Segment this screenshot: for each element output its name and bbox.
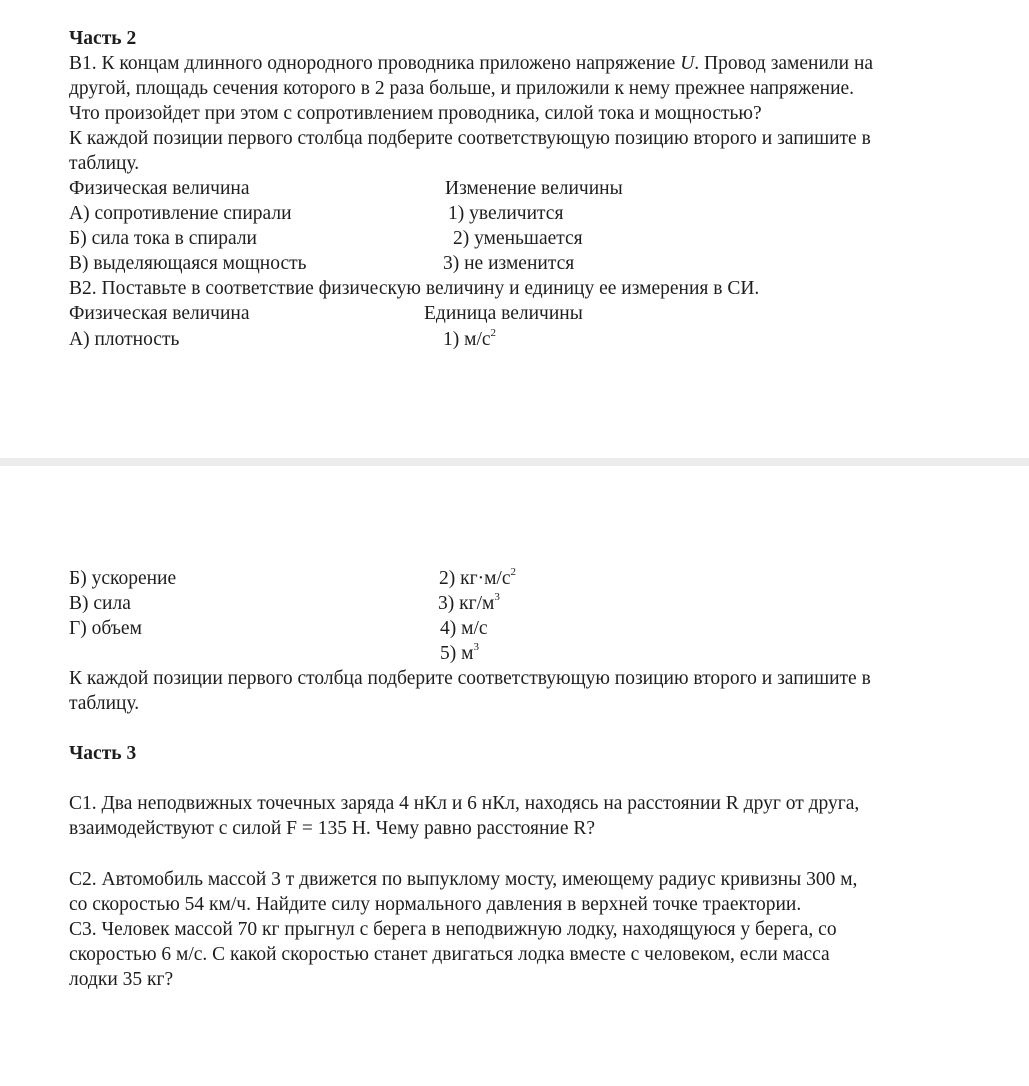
b2-right-item: 3) $кг/м^3$ [438,590,500,614]
b1-left-item: А) сопротивление спирали [69,203,292,224]
b1-question-line-2: другой, площадь сечения которого в 2 раза больше, и приложили к нему прежнее напряжение. [69,78,855,99]
b1-line1-start: В1. К концам длинного однородного проводника приложено напряжение [69,53,681,74]
b2-right-column-header: Единица величины [424,303,583,324]
b2-right-item: 1) $м/с^2$ [443,326,497,350]
c1-line-2: взаимодействуют с силой F = 135 Н. Чему равно расстояние R? [69,818,596,839]
c3-line-1: С3. Человек массой 70 кг прыгнул с берега в неподвижную лодку, находящуюся у берега, со [69,919,837,940]
c1-line-1: С1. Два неподвижных точечных заряда 4 нКл и 6 нКл, находясь на расстоянии R друг от друга, [69,793,860,814]
b1-instruction-line-1: К каждой позиции первого столбца подберите соответствующую позицию второго и запишите в [69,128,871,149]
b2-left-column-header: Физическая величина [69,303,250,324]
b2-left-item: Г) объем [69,618,142,639]
part3-heading: Часть 3 [69,743,137,764]
b1-line1-tail: . Провод заменили на [694,53,874,74]
part2-heading: Часть 2 [69,28,137,49]
b2-right-item: 2) $кг\cdot м/с^2$ [439,565,516,589]
b1-question-line-1 [69,51,873,76]
document-page-1 [0,0,1029,458]
page-break-separator [0,458,1029,466]
b2-left-item: Б) ускорение [69,568,177,589]
c2-line-1: С2. Автомобиль массой 3 т движется по выпуклому мосту, имеющему радиус кривизны 300 м, [69,869,858,890]
b1-left-column-header: Физическая величина [69,178,250,199]
b2-left-item: В) сила [69,593,131,614]
b1-right-column-header: Изменение величины [445,178,623,199]
b1-question-line-3: Что произойдет при этом с сопротивлением проводника, силой тока и мощностью? [69,103,762,124]
document-page-2 [0,466,1029,1086]
b2-instruction-line-1: К каждой позиции первого столбца подберите соответствующую позицию второго и запишите в [69,668,871,689]
b1-right-item: 3) не изменится [443,253,575,274]
b1-left-item: В) выделяющаяся мощность [69,253,307,274]
b1-right-item: 2) уменьшается [453,228,583,249]
b2-instruction-line-2: таблицу. [69,693,140,714]
b2-question: В2. Поставьте в соответствие физическую величину и единицу ее измерения в СИ. [69,278,760,299]
b2-right-item: 5) $м^3$ [440,640,479,664]
c3-line-2: скоростью 6 м/с. С какой скоростью станет двигаться лодка вместе с человеком, если масса [69,944,830,965]
b1-left-item: Б) сила тока в спирали [69,228,257,249]
b2-right-item: 4) м/с [440,618,488,639]
voltage-variable: U [680,53,695,74]
b1-instruction-line-2: таблицу. [69,153,140,174]
c3-line-3: лодки 35 кг? [69,969,174,990]
c2-line-2: со скоростью 54 км/ч. Найдите силу нормального давления в верхней точке траектории. [69,894,802,915]
b1-right-item: 1) увеличится [448,203,564,224]
b2-left-item: А) плотность [69,329,180,350]
